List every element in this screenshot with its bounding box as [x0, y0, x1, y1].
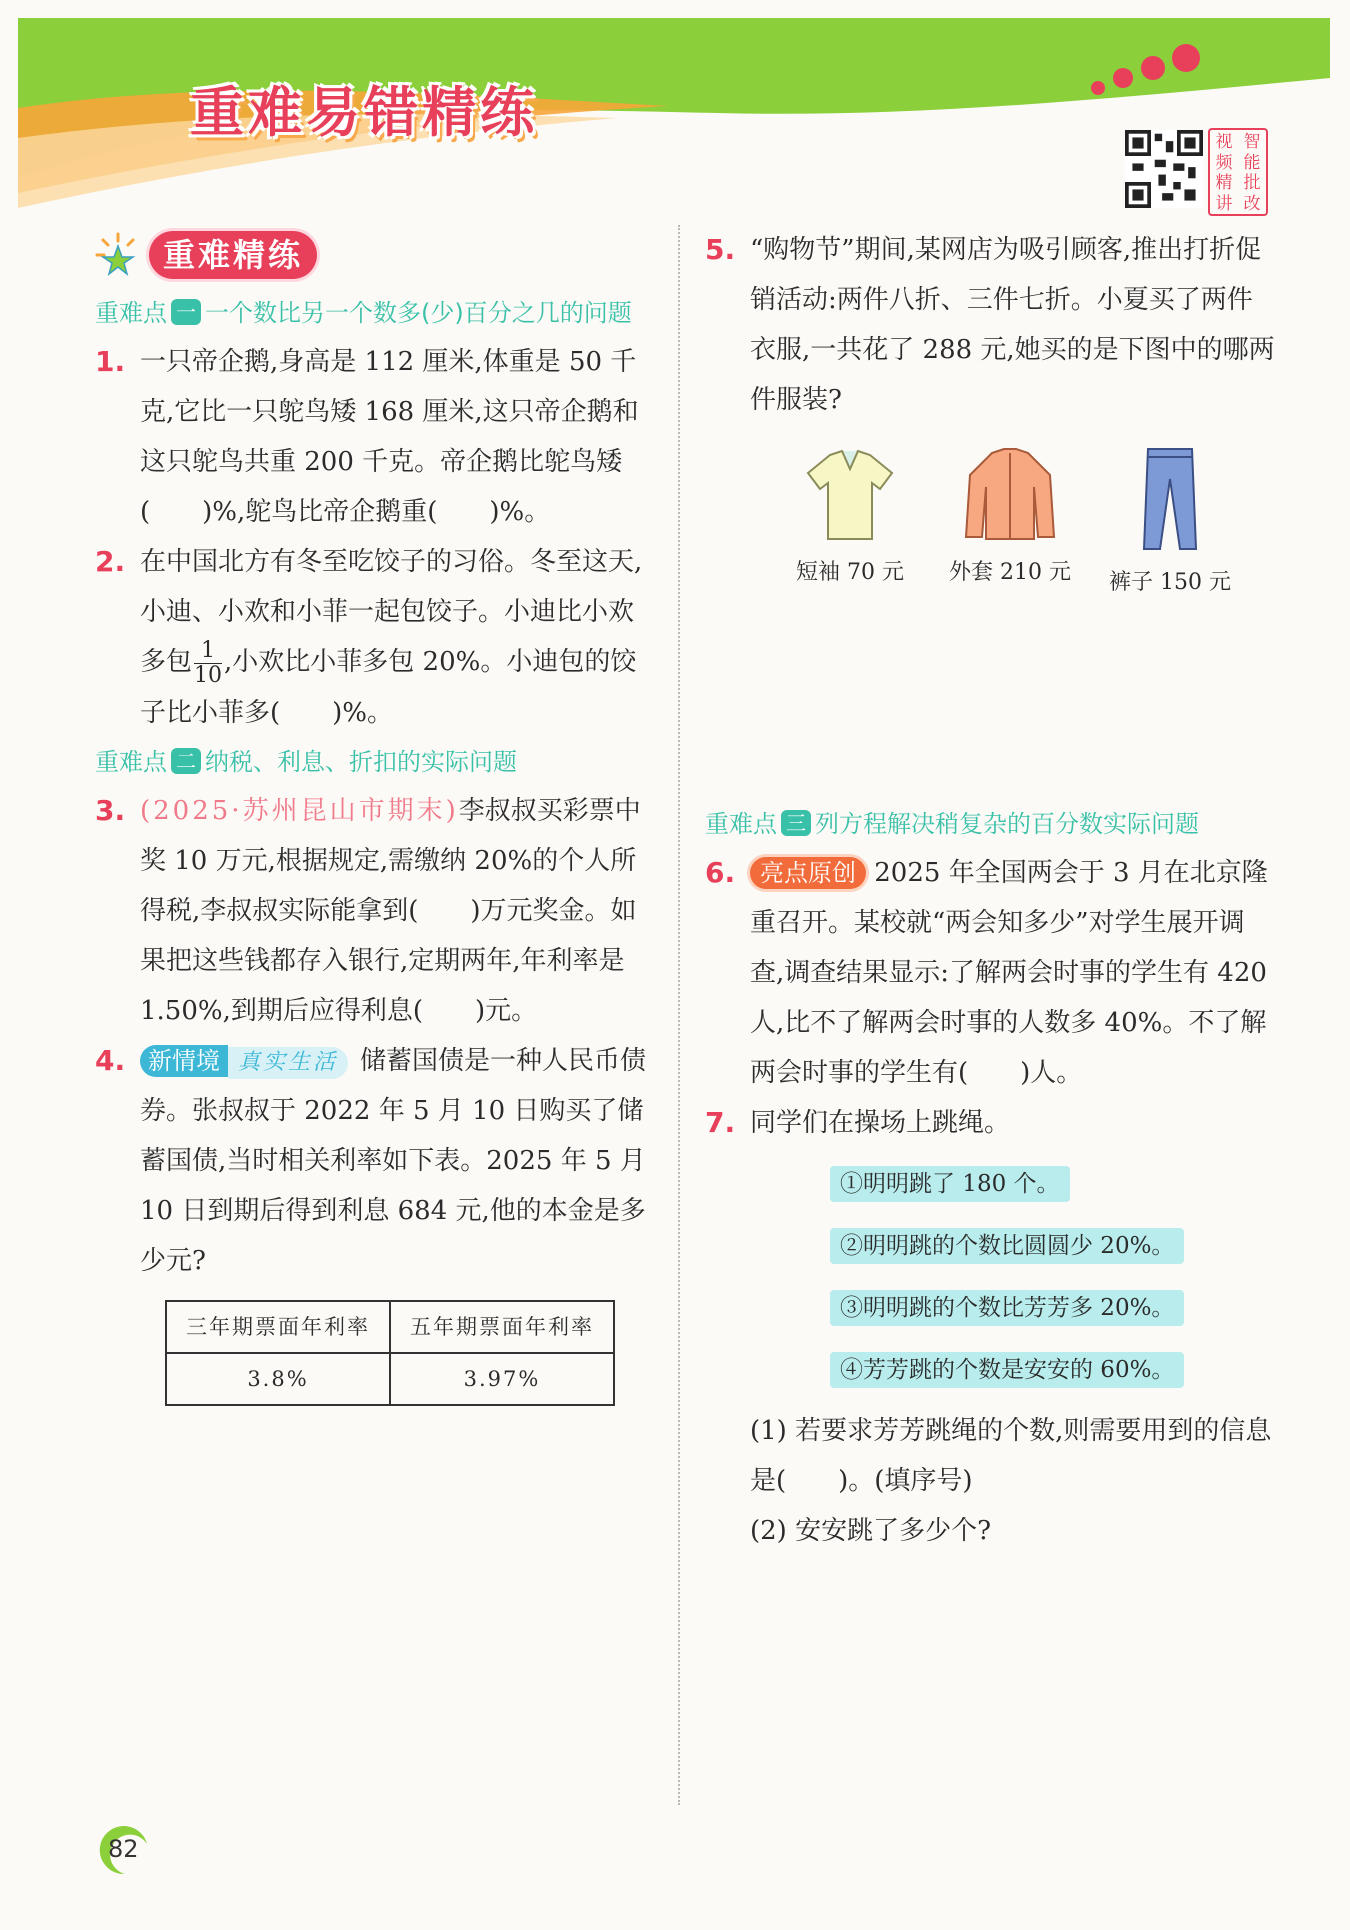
- info-item: ①明明跳了 180 个。: [830, 1158, 1275, 1208]
- question-1: [95, 337, 655, 537]
- question-text: “购物节”期间,某网店为吸引顾客,推出打折促销活动:两件八折、三件七折。小夏买了两件衣服,一共花了 288 元,她买的是下图中的哪两件服装?: [750, 235, 1275, 415]
- column-divider: [678, 225, 680, 1805]
- sub-question-2: (2) 安安跳了多少个?: [750, 1516, 992, 1546]
- question-number: 6.: [705, 856, 736, 889]
- clothing-label: 外套 210 元: [949, 560, 1071, 585]
- question-number: 1.: [95, 345, 126, 378]
- qr-label: 视 智 频 能 精 批 讲 改: [1208, 128, 1268, 216]
- qr-code-icon[interactable]: [1125, 130, 1203, 208]
- question-text: 2025 年全国两会于 3 月在北京隆重召开。某校就“两会知多少”对学生展开调查,调查结果显示:了解两会时事的学生有 420 人,比不了解两会时事的人数多 40%。不了解两会时事的学生有( )人。: [750, 858, 1268, 1088]
- clothing-item: [930, 445, 1090, 600]
- key-point-2: 重难点 二 纳税、利息、折扣的实际问题: [95, 747, 517, 776]
- question-4: [95, 1036, 655, 1406]
- key-point-1: 重难点 一 一个数比另一个数多(少)百分之几的问题: [95, 299, 632, 327]
- question-number: 4.: [95, 1043, 126, 1077]
- interest-rate-table: [165, 1300, 615, 1406]
- section-header: [95, 225, 655, 285]
- question-2: 2. 在中国北方有冬至吃饺子的习俗。冬至这天,小迪、小欢和小菲一起包饺子。小迪比小欢多包 $\frac{1}{10}$ ,小欢比小菲多包 20%。小迪包的饺子比小菲多( )%。: [95, 537, 655, 738]
- question-number: 3.: [95, 793, 126, 827]
- left-column: [95, 225, 655, 1406]
- question-7: [705, 1098, 1275, 1556]
- question-number: 5.: [705, 233, 736, 266]
- real-life-tag: 真实生活: [228, 1047, 348, 1079]
- new-context-tag: 新情境: [140, 1045, 228, 1077]
- clothing-item: [1090, 445, 1250, 600]
- question-source: (2025·苏州昆山市期末): [140, 795, 459, 826]
- info-item: ④芳芳跳的个数是安安的 60%。: [830, 1344, 1275, 1394]
- fraction: $\frac{1}{10}$: [194, 637, 223, 688]
- clothing-label: 裤子 150 元: [1109, 570, 1231, 595]
- table-cell: 3.8%: [166, 1353, 390, 1405]
- question-3: [95, 786, 655, 1036]
- table-cell: 3.97%: [390, 1353, 614, 1405]
- key-point-3: 重难点 三 列方程解决稍复杂的百分数实际问题: [705, 810, 1199, 838]
- pants-icon: [1120, 445, 1220, 555]
- info-item: ②明明跳的个数比圆圆少 20%。: [830, 1220, 1275, 1270]
- clothing-options: [770, 445, 1275, 600]
- table-header: 三年期票面年利率: [166, 1301, 390, 1353]
- question-number: 2.: [95, 545, 126, 578]
- sub-question-1: (1) 若要求芳芳跳绳的个数,则需要用到的信息是( )。(填序号): [750, 1416, 1272, 1496]
- clothing-label: 短袖 70 元: [796, 560, 904, 585]
- question-text: 储蓄国债是一种人民币债券。张叔叔于 2022 年 5 月 10 日购买了储蓄国债,当时相关利率如下表。2025 年 5 月 10 日到期后得到利息 684 元,他的本金是多少元?: [140, 1045, 647, 1276]
- right-column: [705, 225, 1275, 1556]
- question-text: 李叔叔买彩票中奖 10 万元,根据规定,需缴纳 20%的个人所得税,李叔叔实际能拿到( )万元奖金。如果把这些钱都存入银行,定期两年,年利率是 1.50%,到期后应得利息( )元。: [140, 795, 641, 1026]
- page-title: 重难易错精练: [190, 81, 538, 144]
- question-5: [705, 225, 1275, 600]
- jacket-icon: [960, 445, 1060, 545]
- question-text: 同学们在操场上跳绳。: [750, 1108, 1011, 1138]
- clothing-item: [770, 445, 930, 600]
- tshirt-icon: [800, 445, 900, 545]
- question-text: 一只帝企鹅,身高是 112 厘米,体重是 50 千克,它比一只鸵鸟矮 168 厘米,这只帝企鹅和这只鸵鸟共重 200 千克。帝企鹅比鸵鸟矮( )%,鸵鸟比帝企鹅重( )%。: [140, 347, 639, 527]
- table-header: 五年期票面年利率: [390, 1301, 614, 1353]
- question-6: [705, 848, 1275, 1098]
- page-number: 82: [108, 1835, 139, 1863]
- star-sun-icon: [95, 232, 141, 278]
- question-number: 7.: [705, 1106, 736, 1139]
- section-title: 重难精练: [149, 231, 317, 279]
- info-item: ③明明跳的个数比芳芳多 20%。: [830, 1282, 1275, 1332]
- original-tag: 亮点原创: [750, 857, 866, 889]
